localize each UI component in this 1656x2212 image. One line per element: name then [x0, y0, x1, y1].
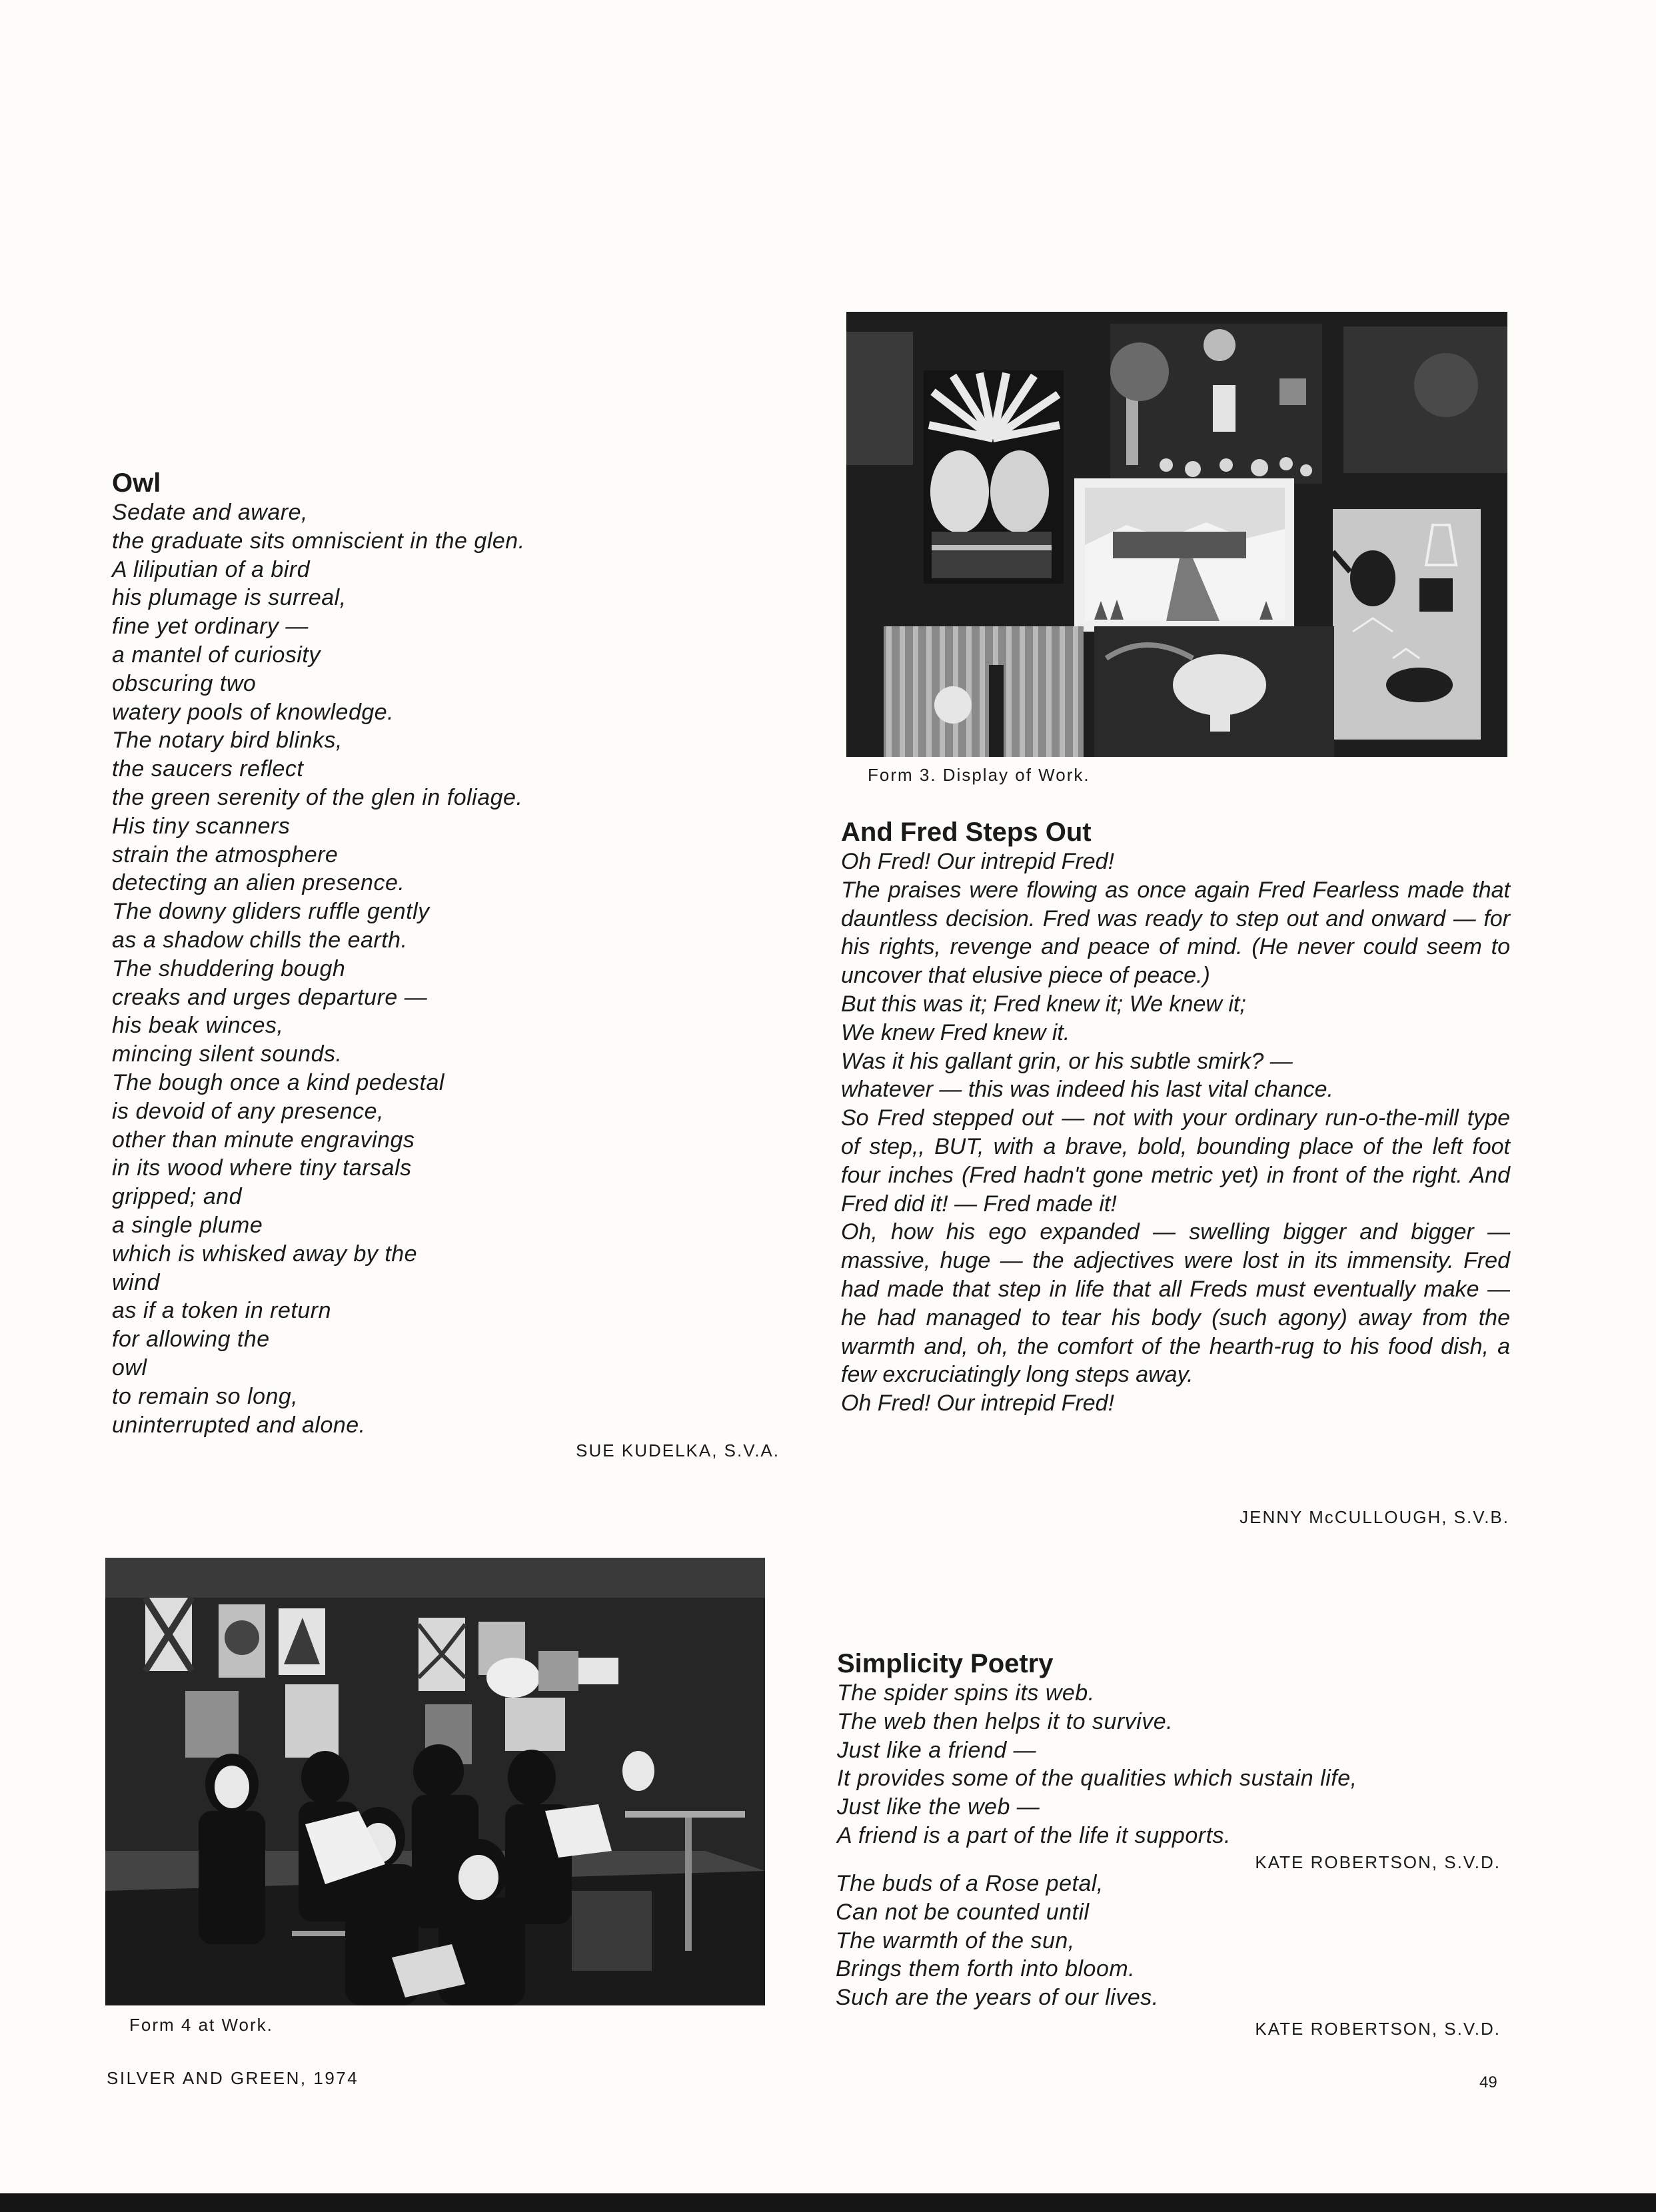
owl-line: strain the atmosphere: [112, 841, 339, 867]
simplicity-line: Can not be counted until: [836, 1899, 1090, 1925]
fred-body: [841, 847, 1510, 1418]
simplicity-stanza-2: [836, 1870, 1502, 2012]
fred-paragraph: whatever — this was indeed his last vital chance.: [841, 1077, 1333, 1103]
simplicity-line: Brings them forth into bloom.: [836, 1956, 1136, 1982]
owl-line: the saucers reflect: [112, 756, 304, 782]
simplicity-line: Just like the web —: [837, 1794, 1040, 1820]
owl-line: his beak winces,: [112, 1013, 284, 1039]
owl-line: The shuddering bough: [112, 955, 346, 981]
owl-line: for allowing the: [112, 1327, 270, 1353]
fred-title: And Fred Steps Out: [841, 818, 1092, 847]
simplicity-credit-1: KATE ROBERTSON, S.V.D.: [1255, 1852, 1501, 1872]
owl-line: gripped; and: [112, 1184, 243, 1210]
display-of-work-caption: Form 3. Display of Work.: [868, 765, 1090, 785]
simplicity-stanza-1: [837, 1679, 1510, 1850]
owl-line: Sedate and aware,: [112, 500, 308, 525]
owl-line: owl: [112, 1355, 147, 1381]
owl-line: detecting an alien presence.: [112, 870, 405, 896]
owl-line: mincing silent sounds.: [112, 1041, 343, 1067]
owl-line: watery pools of knowledge.: [112, 699, 395, 725]
simplicity-line: The web then helps it to survive.: [837, 1708, 1174, 1734]
owl-line: wind: [112, 1269, 160, 1295]
owl-line: other than minute engravings: [112, 1127, 415, 1153]
simplicity-credit-2: KATE ROBERTSON, S.V.D.: [1255, 2019, 1501, 2039]
owl-line: to remain so long,: [112, 1383, 299, 1409]
display-of-work-photo: [846, 312, 1507, 757]
owl-line: The bough once a kind pedestal: [112, 1069, 444, 1095]
owl-line: as if a token in return: [112, 1298, 332, 1324]
simplicity-line: The spider spins its web.: [837, 1680, 1095, 1706]
fred-paragraph: Was it his gallant grin, or his subtle smirk? —: [841, 1048, 1293, 1074]
fred-paragraph: The praises were flowing as once again Fred Fearless made that dauntless decision. Fred was ready to step out and onward — for his rights, revenge and peace of mind. (He never could seem to uncover that elusive piece of peace.): [841, 877, 1510, 989]
fred-paragraph: So Fred stepped out — not with your ordinary run-o-the-mill type of step,, BUT, with a brave, bold, bounding place of the left foot four inches (Fred hadn't gone metric yet) in front of the right. And Fred did it! — Fred made it!: [841, 1105, 1510, 1217]
owl-line: a mantel of curiosity: [112, 642, 321, 668]
fred-credit: JENNY McCULLOUGH, S.V.B.: [1240, 1507, 1509, 1527]
owl-line: His tiny scanners: [112, 813, 291, 839]
fred-paragraph: We knew Fred knew it.: [841, 1019, 1070, 1045]
fred-paragraph: Oh Fred! Our intrepid Fred!: [841, 1390, 1115, 1416]
fred-paragraph: Oh Fred! Our intrepid Fred!: [841, 849, 1115, 874]
fred-paragraph: But this was it; Fred knew it; We knew it;: [841, 991, 1246, 1017]
display-of-work-illustration: [846, 312, 1507, 757]
form-4-at-work-caption: Form 4 at Work.: [129, 2015, 273, 2035]
form-4-at-work-illustration: [105, 1558, 765, 2005]
simplicity-line: The buds of a Rose petal,: [836, 1871, 1104, 1896]
owl-line: fine yet ordinary —: [112, 614, 309, 640]
simplicity-line: The warmth of the sun,: [836, 1928, 1075, 1953]
simplicity-line: A friend is a part of the life it supports.: [837, 1822, 1231, 1848]
owl-line: the green serenity of the glen in foliage.: [112, 784, 523, 810]
owl-line: is devoid of any presence,: [112, 1098, 385, 1124]
owl-credit: SUE KUDELKA, S.V.A.: [576, 1440, 780, 1460]
owl-line: The notary bird blinks,: [112, 728, 343, 754]
owl-line: creaks and urges departure —: [112, 984, 428, 1010]
owl-line: the graduate sits omniscient in the glen.: [112, 528, 525, 554]
owl-line: a single plume: [112, 1212, 263, 1238]
owl-line: obscuring two: [112, 670, 257, 696]
fred-story: [841, 817, 1510, 1418]
publication-footer: SILVER AND GREEN, 1974: [107, 2068, 359, 2088]
owl-line: as a shadow chills the earth.: [112, 927, 408, 953]
simplicity-line: It provides some of the qualities which sustain life,: [837, 1766, 1357, 1792]
simplicity-line: Just like a friend —: [837, 1737, 1037, 1763]
page-number: 49: [1479, 2073, 1497, 2091]
fred-paragraph: Oh, how his ego expanded — swelling bigger and bigger — massive, huge — the adjectives were lost in its immensity. Fred had made that step in life that all Freds must eventually make — he had managed to tear his body (such agony) away from the warmth and, oh, the comfort of the hearth-rug to his food dish, a few excruciatingly long steps away.: [841, 1219, 1510, 1388]
owl-title: Owl: [112, 468, 161, 498]
owl-line: which is whisked away by the: [112, 1241, 418, 1267]
owl-line: A liliputian of a bird: [112, 556, 311, 582]
owl-line: The downy gliders ruffle gently: [112, 899, 430, 925]
owl-poem: [112, 468, 792, 1439]
scan-bottom-edge: [0, 2193, 1656, 2212]
owl-line: uninterrupted and alone.: [112, 1412, 366, 1438]
simplicity-poetry: [837, 1648, 1510, 1850]
simplicity-line: Such are the years of our lives.: [836, 1985, 1159, 2011]
owl-line: his plumage is surreal,: [112, 585, 347, 611]
owl-lines: [112, 498, 792, 1439]
form-4-at-work-photo: [105, 1558, 765, 2005]
simplicity-title: Simplicity Poetry: [837, 1649, 1054, 1678]
owl-line: in its wood where tiny tarsals: [112, 1155, 412, 1181]
